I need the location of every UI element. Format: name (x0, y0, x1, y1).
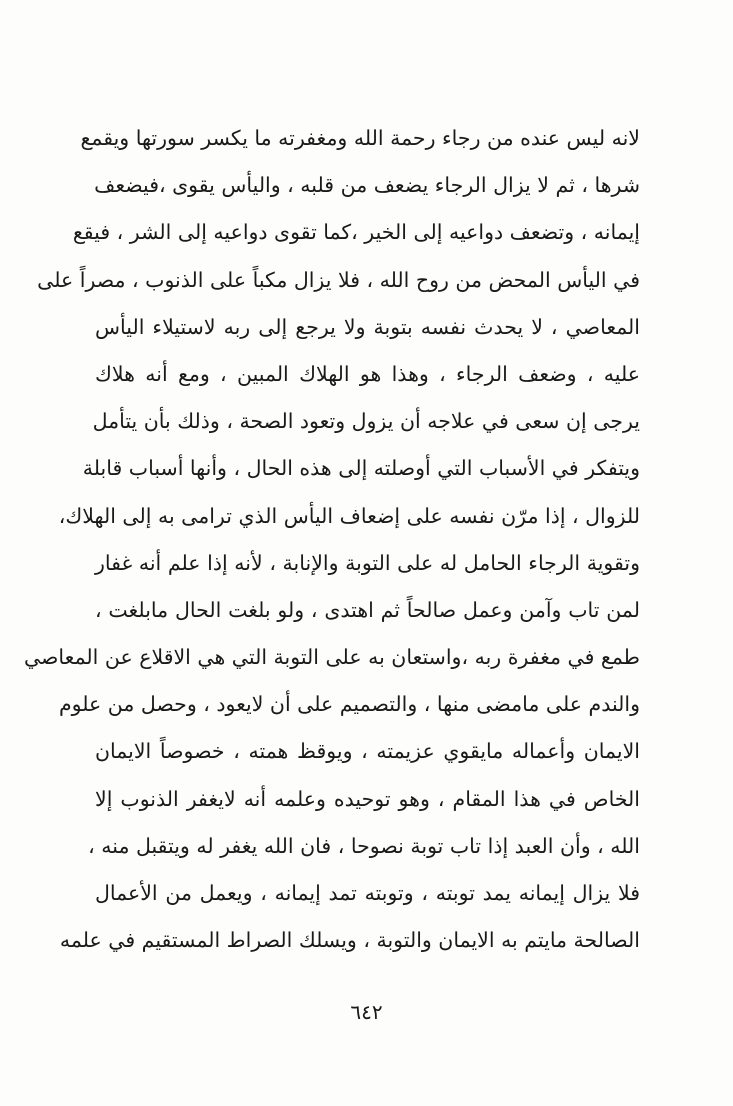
text-line: وتقوية الرجاء الحامل له على التوبة والإنابة ، لأنه إذا علم أنه غفار (95, 550, 640, 575)
text-line: يرجى إن سعى في علاجه أن يزول وتعود الصحة ، وذلك بأن يتأمل (92, 409, 640, 434)
text-line: ويتفكر في الأسباب التي أوصلته إلى هذه الحال ، وأنها أسباب قابلة (82, 456, 640, 481)
text-line: الايمان وأعماله مايقوي عزيمته ، ويوقظ همته ، خصوصاً الايمان (95, 739, 640, 764)
text-line: شرها ، ثم لا يزال الرجاء يضعف من قلبه ، واليأس يقوى ،فيضعف (94, 173, 640, 198)
text-line: إيمانه ، وتضعف دواعيه إلى الخير ،كما تقوى دواعيه إلى الشر ، فيقع (72, 220, 640, 245)
text-line: لانه ليس عنده من رجاء رحمة الله ومغفرته ما يكسر سورتها ويقمع (80, 126, 640, 150)
text-line: عليه ، وضعف الرجاء ، وهذا هو الهلاك المبين ، ومع أنه هلاك (95, 361, 640, 386)
text-line: فلا يزال إيمانه يمد توبته ، وتوبته تمد إيمانه ، ويعمل من الأعمال (95, 881, 640, 905)
text-line: الصالحة مايتم به الايمان والتوبة ، ويسلك الصراط المستقيم في علمه (59, 928, 640, 953)
text-line: المعاصي ، لا يحدث نفسه بتوبة ولا يرجع إلى ربه لاستيلاء اليأس (95, 314, 640, 339)
text-line: طمع في مغفرة ربه ،واستعان به على التوبة التي هي الاقلاع عن المعاصي (23, 645, 640, 670)
text-line: لمن تاب وآمن وعمل صالحاً ثم اهتدى ، ولو بلغت الحال مابلغت ، (95, 597, 640, 622)
text-line: الله ، وأن العبد إذا تاب توبة نصوحا ، فان الله يغفر له ويتقبل منه ، (88, 833, 640, 858)
text-line: والندم على مامضى منها ، والتصميم على أن لايعود ، وحصل من علوم (58, 692, 640, 717)
text-line: الخاص في هذا المقام ، وهو توحيده وعلمه أنه لايغفر الذنوب إلا (95, 786, 640, 811)
text-line: في اليأس المحض من روح الله ، فلا يزال مكباً على الذنوب ، مصراً على (37, 267, 640, 292)
page-number: ٦٤٢ (350, 1000, 383, 1024)
text-line: للزوال ، إذا مرّن نفسه على إضعاف اليأس الذي ترامى به إلى الهلاك، (58, 503, 640, 528)
body-text (23, 115, 640, 964)
